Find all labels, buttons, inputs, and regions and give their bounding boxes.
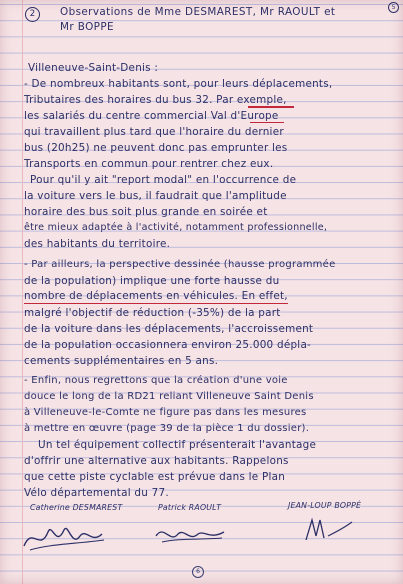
body-line: de la voiture dans les déplacements, l'accroissement xyxy=(24,323,314,335)
red-underline-commercial xyxy=(250,122,284,123)
item-number-circle: 2 xyxy=(25,7,40,22)
body-line-text: Tributaires des horaires du bus 32. Par exemple, xyxy=(24,94,287,106)
signature-name-boppe: JEAN-LOUP BOPPÉ xyxy=(288,501,362,510)
body-line-underlined: nombre de déplacements en véhicules. En effet, xyxy=(24,290,288,302)
body-line: de la population occasionnera environ 25.000 dépla- xyxy=(24,339,312,351)
body-line: être mieux adaptée à l'activité, notamment professionnelle, xyxy=(24,222,328,233)
header-line-1: Observations de Mme DESMAREST, Mr RAOULT et xyxy=(60,6,336,18)
signature-name-desmarest: Catherine DESMAREST xyxy=(30,503,123,512)
body-line: que cette piste cyclable est prévue dans le Plan xyxy=(24,471,286,483)
signature-boppe-scribble xyxy=(298,514,358,546)
body-line: les salariés du centre commercial Val d'Europe xyxy=(24,110,279,122)
body-line: horaire des bus soit plus grande en soirée et xyxy=(24,206,268,218)
signature-desmarest-scribble xyxy=(20,518,110,558)
body-line: des habitants du territoire. xyxy=(24,238,171,250)
body-line: Un tel équipement collectif présenterait l'avantage xyxy=(38,439,317,451)
body-line: - De nombreux habitants sont, pour leurs déplacements, xyxy=(24,78,333,90)
body-line: Vélo départemental du 77. xyxy=(24,487,169,499)
body-line: malgré l'objectif de réduction (-35%) de la part xyxy=(24,307,281,319)
page-corner-number: 5 xyxy=(388,2,399,13)
body-line: à Villeneuve-le-Comte ne figure pas dans les mesures xyxy=(24,407,307,418)
body-line: Transports en commun pour rentrer chez eux. xyxy=(24,158,274,170)
red-underline-bus32 xyxy=(248,106,294,108)
body-line: cements supplémentaires en 5 ans. xyxy=(24,355,219,367)
body-line: bus (20h25) ne peuvent donc pas emprunter les xyxy=(24,142,288,154)
signature-raoult-scribble xyxy=(150,520,230,550)
place-heading: Villeneuve-Saint-Denis : xyxy=(28,62,159,74)
body-line: douce le long de la RD21 reliant Villeneuve Saint Denis xyxy=(24,391,314,402)
body-line: qui travaillent plus tard que l'horaire du dernier xyxy=(24,126,284,138)
body-line: Pour qu'il y ait "report modal" en l'occurrence de xyxy=(30,174,297,186)
header-line-2: Mr BOPPE xyxy=(60,21,114,33)
signature-name-raoult: Patrick RAOULT xyxy=(158,503,222,512)
body-line: de la population) implique une forte hausse du xyxy=(24,275,280,287)
body-line: d'offrir une alternative aux habitants. Rappelons xyxy=(24,455,289,467)
body-line: à mettre en œuvre (page 39 de la pièce 1 du dossier). xyxy=(24,423,310,434)
body-line: la voiture vers le bus, il faudrait que l'amplitude xyxy=(24,190,287,202)
body-line: - Par ailleurs, la perspective dessinée (hausse programmée xyxy=(24,259,336,270)
body-line: - Enfin, nous regrettons que la création d'une voie xyxy=(24,375,288,386)
page-mark: 6 xyxy=(192,566,204,578)
